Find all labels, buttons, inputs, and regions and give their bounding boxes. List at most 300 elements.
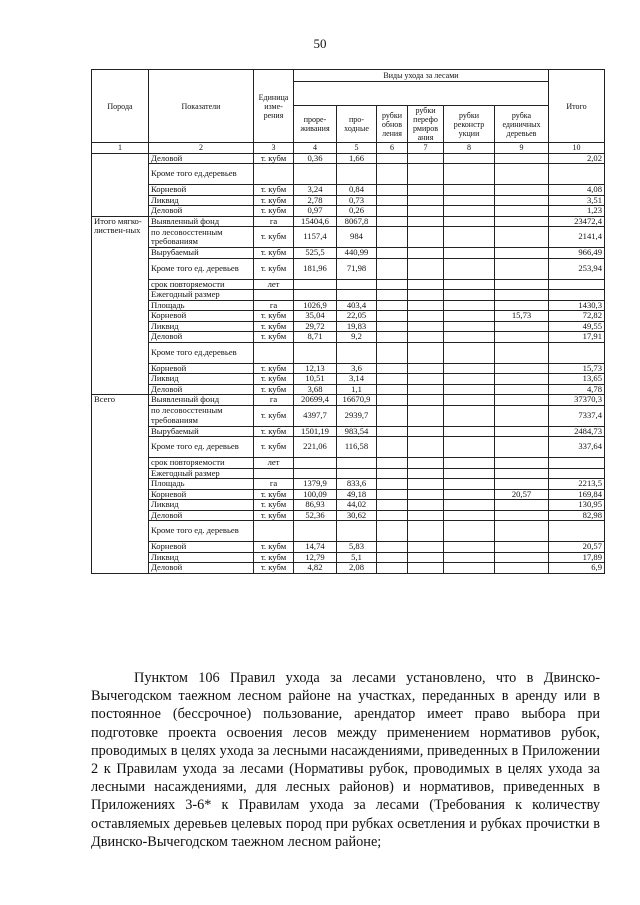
thinning-cell: 1157,4 — [294, 227, 337, 248]
single-tree-cell — [495, 279, 549, 290]
reformation-cell — [408, 206, 444, 217]
reformation-cell — [408, 321, 444, 332]
reconstruction-cell — [444, 258, 495, 279]
indicator-cell: Деловой — [149, 563, 254, 574]
thinning-cell: 2,78 — [294, 195, 337, 206]
total-cell: 37370,3 — [549, 395, 605, 406]
reconstruction-cell — [444, 500, 495, 511]
passage-cell: 983,54 — [337, 426, 377, 437]
reconstruction-cell — [444, 195, 495, 206]
reformation-cell — [408, 216, 444, 227]
reconstruction-cell — [444, 542, 495, 553]
total-cell — [549, 458, 605, 469]
reformation-cell — [408, 332, 444, 343]
table-row — [92, 332, 605, 343]
thinning-cell — [294, 290, 337, 301]
indicator-cell: Деловой — [149, 510, 254, 521]
unit-cell: т. кубм — [254, 489, 294, 500]
total-cell — [549, 164, 605, 185]
unit-cell: лет — [254, 458, 294, 469]
column-index-3: 3 — [254, 143, 294, 154]
renewal-cell — [377, 290, 408, 301]
total-cell: 17,89 — [549, 552, 605, 563]
column-index-4: 4 — [294, 143, 337, 154]
reformation-cell — [408, 374, 444, 385]
passage-cell — [337, 468, 377, 479]
table-row — [92, 248, 605, 259]
indicator-cell: Площадь — [149, 479, 254, 490]
thinning-cell: 4397,7 — [294, 405, 337, 426]
reconstruction-cell — [444, 384, 495, 395]
passage-cell: 1,1 — [337, 384, 377, 395]
reformation-cell — [408, 227, 444, 248]
total-cell: 253,94 — [549, 258, 605, 279]
column-index-2: 2 — [149, 143, 254, 154]
reformation-cell — [408, 384, 444, 395]
breed-cell: Всего — [92, 395, 149, 574]
thinning-cell: 8,71 — [294, 332, 337, 343]
renewal-cell — [377, 489, 408, 500]
indicator-cell: Ликвид — [149, 374, 254, 385]
passage-cell: 2,08 — [337, 563, 377, 574]
reconstruction-cell — [444, 185, 495, 196]
unit-cell: т. кубм — [254, 311, 294, 322]
single-tree-cell: 15,73 — [495, 311, 549, 322]
total-cell: 20,57 — [549, 542, 605, 553]
reformation-cell — [408, 542, 444, 553]
unit-cell: га — [254, 395, 294, 406]
thinning-cell: 14,74 — [294, 542, 337, 553]
thinning-cell: 15404,6 — [294, 216, 337, 227]
unit-cell: т. кубм — [254, 500, 294, 511]
renewal-cell — [377, 321, 408, 332]
indicator-cell: Ликвид — [149, 321, 254, 332]
renewal-cell — [377, 552, 408, 563]
passage-cell: 2939,7 — [337, 405, 377, 426]
thinning-cell: 0,97 — [294, 206, 337, 217]
passage-cell: 0,26 — [337, 206, 377, 217]
breed-cell: Итого мягко-листвен-ных — [92, 216, 149, 395]
single-tree-cell — [495, 384, 549, 395]
indicator-cell: Площадь — [149, 300, 254, 311]
renewal-cell — [377, 468, 408, 479]
passage-cell: 8067,8 — [337, 216, 377, 227]
indicator-cell: Корневой — [149, 185, 254, 196]
thinning-cell: 3,68 — [294, 384, 337, 395]
renewal-cell — [377, 311, 408, 322]
header-type-5: рубки реконстр укции — [444, 106, 495, 143]
reformation-cell — [408, 500, 444, 511]
header-type-3: рубки обнов ления — [377, 106, 408, 143]
total-cell — [549, 342, 605, 363]
single-tree-cell — [495, 395, 549, 406]
reconstruction-cell — [444, 311, 495, 322]
passage-cell: 116,58 — [337, 437, 377, 458]
table-row — [92, 374, 605, 385]
single-tree-cell — [495, 563, 549, 574]
table-row — [92, 363, 605, 374]
unit-cell: т. кубм — [254, 248, 294, 259]
table-row — [92, 258, 605, 279]
thinning-cell: 12,13 — [294, 363, 337, 374]
column-index-1: 1 — [92, 143, 149, 154]
indicator-cell: Корневой — [149, 489, 254, 500]
single-tree-cell — [495, 479, 549, 490]
total-cell: 966,49 — [549, 248, 605, 259]
single-tree-cell — [495, 521, 549, 542]
passage-cell: 984 — [337, 227, 377, 248]
thinning-cell: 35,04 — [294, 311, 337, 322]
table-row — [92, 552, 605, 563]
reformation-cell — [408, 185, 444, 196]
thinning-cell: 86,93 — [294, 500, 337, 511]
indicator-cell: по лесовосстенным требованиям — [149, 227, 254, 248]
unit-cell: т. кубм — [254, 437, 294, 458]
total-cell: 2141,4 — [549, 227, 605, 248]
passage-cell: 71,98 — [337, 258, 377, 279]
reformation-cell — [408, 510, 444, 521]
total-cell — [549, 279, 605, 290]
single-tree-cell — [495, 510, 549, 521]
table-row — [92, 185, 605, 196]
indicator-cell: Ежегодный размер — [149, 468, 254, 479]
indicator-cell: Деловой — [149, 153, 254, 164]
passage-cell — [337, 521, 377, 542]
single-tree-cell — [495, 458, 549, 469]
thinning-cell: 4,82 — [294, 563, 337, 574]
reformation-cell — [408, 258, 444, 279]
table-row — [92, 542, 605, 553]
single-tree-cell — [495, 542, 549, 553]
table-row — [92, 164, 605, 185]
reconstruction-cell — [444, 164, 495, 185]
indicator-cell: срок повторяемости — [149, 279, 254, 290]
reconstruction-cell — [444, 374, 495, 385]
indicator-cell: Вырубаемый — [149, 426, 254, 437]
single-tree-cell — [495, 500, 549, 511]
reconstruction-cell — [444, 521, 495, 542]
single-tree-cell — [495, 216, 549, 227]
passage-cell: 440,99 — [337, 248, 377, 259]
reformation-cell — [408, 521, 444, 542]
unit-cell: га — [254, 479, 294, 490]
total-cell — [549, 521, 605, 542]
table-body — [92, 153, 605, 573]
column-index-7: 7 — [408, 143, 444, 154]
reformation-cell — [408, 300, 444, 311]
reconstruction-cell — [444, 227, 495, 248]
total-cell: 49,55 — [549, 321, 605, 332]
thinning-cell — [294, 164, 337, 185]
single-tree-cell — [495, 206, 549, 217]
reconstruction-cell — [444, 395, 495, 406]
indicator-cell: Кроме того ед. деревьев — [149, 258, 254, 279]
passage-cell — [337, 290, 377, 301]
table-row — [92, 479, 605, 490]
single-tree-cell — [495, 290, 549, 301]
renewal-cell — [377, 521, 408, 542]
table-row — [92, 342, 605, 363]
total-cell: 82,98 — [549, 510, 605, 521]
renewal-cell — [377, 437, 408, 458]
renewal-cell — [377, 300, 408, 311]
indicator-cell: Ликвид — [149, 552, 254, 563]
unit-cell: т. кубм — [254, 332, 294, 343]
single-tree-cell — [495, 153, 549, 164]
indicator-cell: Выявленный фонд — [149, 395, 254, 406]
unit-cell: т. кубм — [254, 195, 294, 206]
renewal-cell — [377, 563, 408, 574]
unit-cell — [254, 468, 294, 479]
total-cell: 17,91 — [549, 332, 605, 343]
indicator-cell: Ликвид — [149, 195, 254, 206]
thinning-cell: 12,79 — [294, 552, 337, 563]
table-row — [92, 489, 605, 500]
table-row — [92, 195, 605, 206]
thinning-cell: 3,24 — [294, 185, 337, 196]
single-tree-cell — [495, 248, 549, 259]
thinning-cell: 221,06 — [294, 437, 337, 458]
column-index-9: 9 — [495, 143, 549, 154]
renewal-cell — [377, 185, 408, 196]
thinning-cell — [294, 342, 337, 363]
unit-cell: т. кубм — [254, 258, 294, 279]
passage-cell: 30,62 — [337, 510, 377, 521]
reconstruction-cell — [444, 510, 495, 521]
total-cell: 3,51 — [549, 195, 605, 206]
reconstruction-cell — [444, 206, 495, 217]
reconstruction-cell — [444, 563, 495, 574]
reconstruction-cell — [444, 479, 495, 490]
reconstruction-cell — [444, 300, 495, 311]
column-index-5: 5 — [337, 143, 377, 154]
unit-cell: т. кубм — [254, 363, 294, 374]
unit-cell: т. кубм — [254, 552, 294, 563]
table-row — [92, 510, 605, 521]
passage-cell: 44,02 — [337, 500, 377, 511]
page-number: 50 — [313, 36, 327, 51]
single-tree-cell — [495, 185, 549, 196]
passage-cell: 0,84 — [337, 185, 377, 196]
thinning-cell — [294, 521, 337, 542]
single-tree-cell — [495, 363, 549, 374]
single-tree-cell — [495, 405, 549, 426]
forest-care-table — [91, 69, 605, 574]
reformation-cell — [408, 279, 444, 290]
unit-cell: т. кубм — [254, 227, 294, 248]
renewal-cell — [377, 500, 408, 511]
header-type-2: про-ходные — [337, 106, 377, 143]
reconstruction-cell — [444, 405, 495, 426]
unit-cell: т. кубм — [254, 374, 294, 385]
reconstruction-cell — [444, 489, 495, 500]
indicator-cell: Деловой — [149, 332, 254, 343]
reformation-cell — [408, 311, 444, 322]
single-tree-cell — [495, 552, 549, 563]
table-row — [92, 206, 605, 217]
reconstruction-cell — [444, 342, 495, 363]
indicator-cell: Деловой — [149, 384, 254, 395]
reconstruction-cell — [444, 363, 495, 374]
thinning-cell: 525,5 — [294, 248, 337, 259]
reformation-cell — [408, 164, 444, 185]
header-unit: Единица изме-рения — [254, 70, 294, 143]
reformation-cell — [408, 458, 444, 469]
reformation-cell — [408, 248, 444, 259]
total-cell: 2213,5 — [549, 479, 605, 490]
passage-cell — [337, 279, 377, 290]
header-breed: Порода — [92, 70, 149, 143]
single-tree-cell: 20,57 — [495, 489, 549, 500]
total-cell: 7337,4 — [549, 405, 605, 426]
renewal-cell — [377, 164, 408, 185]
passage-cell — [337, 342, 377, 363]
passage-cell: 403,4 — [337, 300, 377, 311]
reconstruction-cell — [444, 426, 495, 437]
table-row — [92, 300, 605, 311]
unit-cell — [254, 342, 294, 363]
breed-cell — [92, 153, 149, 216]
reformation-cell — [408, 153, 444, 164]
indicator-cell: Вырубаемый — [149, 248, 254, 259]
passage-cell: 3,6 — [337, 363, 377, 374]
renewal-cell — [377, 510, 408, 521]
reformation-cell — [408, 489, 444, 500]
renewal-cell — [377, 206, 408, 217]
passage-cell: 5,83 — [337, 542, 377, 553]
indicator-cell: Кроме того ед.деревьев — [149, 342, 254, 363]
thinning-cell: 52,36 — [294, 510, 337, 521]
column-index-10: 10 — [549, 143, 605, 154]
reformation-cell — [408, 405, 444, 426]
table-row — [92, 405, 605, 426]
header-indicator: Показатели — [149, 70, 254, 143]
reformation-cell — [408, 290, 444, 301]
passage-cell: 5,1 — [337, 552, 377, 563]
thinning-cell — [294, 458, 337, 469]
table-row — [92, 521, 605, 542]
total-cell: 4,78 — [549, 384, 605, 395]
single-tree-cell — [495, 258, 549, 279]
passage-cell: 1,66 — [337, 153, 377, 164]
reconstruction-cell — [444, 437, 495, 458]
renewal-cell — [377, 363, 408, 374]
renewal-cell — [377, 227, 408, 248]
header-type-6: рубка единичных деревьев — [495, 106, 549, 143]
unit-cell: т. кубм — [254, 321, 294, 332]
single-tree-cell — [495, 332, 549, 343]
total-cell: 15,73 — [549, 363, 605, 374]
reconstruction-cell — [444, 153, 495, 164]
table-row — [92, 321, 605, 332]
thinning-cell: 100,09 — [294, 489, 337, 500]
total-cell: 1430,3 — [549, 300, 605, 311]
reconstruction-cell — [444, 332, 495, 343]
unit-cell: т. кубм — [254, 185, 294, 196]
total-cell: 169,84 — [549, 489, 605, 500]
reconstruction-cell — [444, 321, 495, 332]
single-tree-cell — [495, 164, 549, 185]
table-row — [92, 563, 605, 574]
reformation-cell — [408, 552, 444, 563]
indicator-cell: Корневой — [149, 363, 254, 374]
header-type-4: рубки перефо рмиров ания — [408, 106, 444, 143]
single-tree-cell — [495, 227, 549, 248]
reconstruction-cell — [444, 552, 495, 563]
reformation-cell — [408, 468, 444, 479]
reconstruction-cell — [444, 290, 495, 301]
passage-cell — [337, 458, 377, 469]
total-cell: 13,65 — [549, 374, 605, 385]
header-type-1: проре-живания — [294, 106, 337, 143]
renewal-cell — [377, 458, 408, 469]
table-row — [92, 216, 605, 227]
renewal-cell — [377, 248, 408, 259]
passage-cell: 9,2 — [337, 332, 377, 343]
total-cell — [549, 290, 605, 301]
renewal-cell — [377, 426, 408, 437]
indicator-cell: Ежегодный размер — [149, 290, 254, 301]
renewal-cell — [377, 542, 408, 553]
indicator-cell: по лесовосстенным требованиям — [149, 405, 254, 426]
unit-cell — [254, 521, 294, 542]
unit-cell — [254, 164, 294, 185]
column-index-6: 6 — [377, 143, 408, 154]
indicator-cell: срок повторяемости — [149, 458, 254, 469]
column-index-row — [92, 143, 605, 154]
indicator-cell: Выявленный фонд — [149, 216, 254, 227]
renewal-cell — [377, 258, 408, 279]
table-row — [92, 384, 605, 395]
reformation-cell — [408, 426, 444, 437]
single-tree-cell — [495, 437, 549, 458]
table-row — [92, 279, 605, 290]
reconstruction-cell — [444, 279, 495, 290]
table-row — [92, 153, 605, 164]
thinning-cell: 20699,4 — [294, 395, 337, 406]
renewal-cell — [377, 153, 408, 164]
reformation-cell — [408, 437, 444, 458]
reconstruction-cell — [444, 248, 495, 259]
indicator-cell: Деловой — [149, 206, 254, 217]
indicator-cell: Кроме того ед. деревьев — [149, 437, 254, 458]
unit-cell: т. кубм — [254, 405, 294, 426]
total-cell: 2,02 — [549, 153, 605, 164]
table-row — [92, 468, 605, 479]
unit-cell: т. кубм — [254, 563, 294, 574]
passage-cell — [337, 164, 377, 185]
indicator-cell: Кроме того ед. деревьев — [149, 521, 254, 542]
passage-cell: 3,14 — [337, 374, 377, 385]
indicator-cell: Корневой — [149, 542, 254, 553]
body-paragraph: Пунктом 106 Правил ухода за лесами установлено, что в Двинско-Вычегодском таежном лесном районе на участках, переданных в аренду или в постоянное (бессрочное) пользование, арендатор имеет право выбора при подготовке проекта освоения лесов между применением нормативов рубок, проводимых в целях ухода за лесными насаждениями, приведенных в Приложении 2 к Правилам ухода за лесами (Нормативы рубок, проводимых в целях ухода за лесными насаждениями, для лесных районов) и нормативов, приведенных в Приложениях 3-6* к Правилам ухода за лесами (Требования к количеству оставляемых деревьев целевых пород при рубках осветления и рубках прочистки в Двинско-Вычегодском таежном лесном районе; — [91, 670, 600, 850]
total-cell: 23472,4 — [549, 216, 605, 227]
reformation-cell — [408, 479, 444, 490]
reformation-cell — [408, 342, 444, 363]
thinning-cell — [294, 279, 337, 290]
column-index-8: 8 — [444, 143, 495, 154]
unit-cell: лет — [254, 279, 294, 290]
table-row — [92, 426, 605, 437]
single-tree-cell — [495, 321, 549, 332]
renewal-cell — [377, 384, 408, 395]
indicator-cell: Ликвид — [149, 500, 254, 511]
renewal-cell — [377, 479, 408, 490]
passage-cell: 0,73 — [337, 195, 377, 206]
reformation-cell — [408, 563, 444, 574]
table-row — [92, 500, 605, 511]
renewal-cell — [377, 374, 408, 385]
